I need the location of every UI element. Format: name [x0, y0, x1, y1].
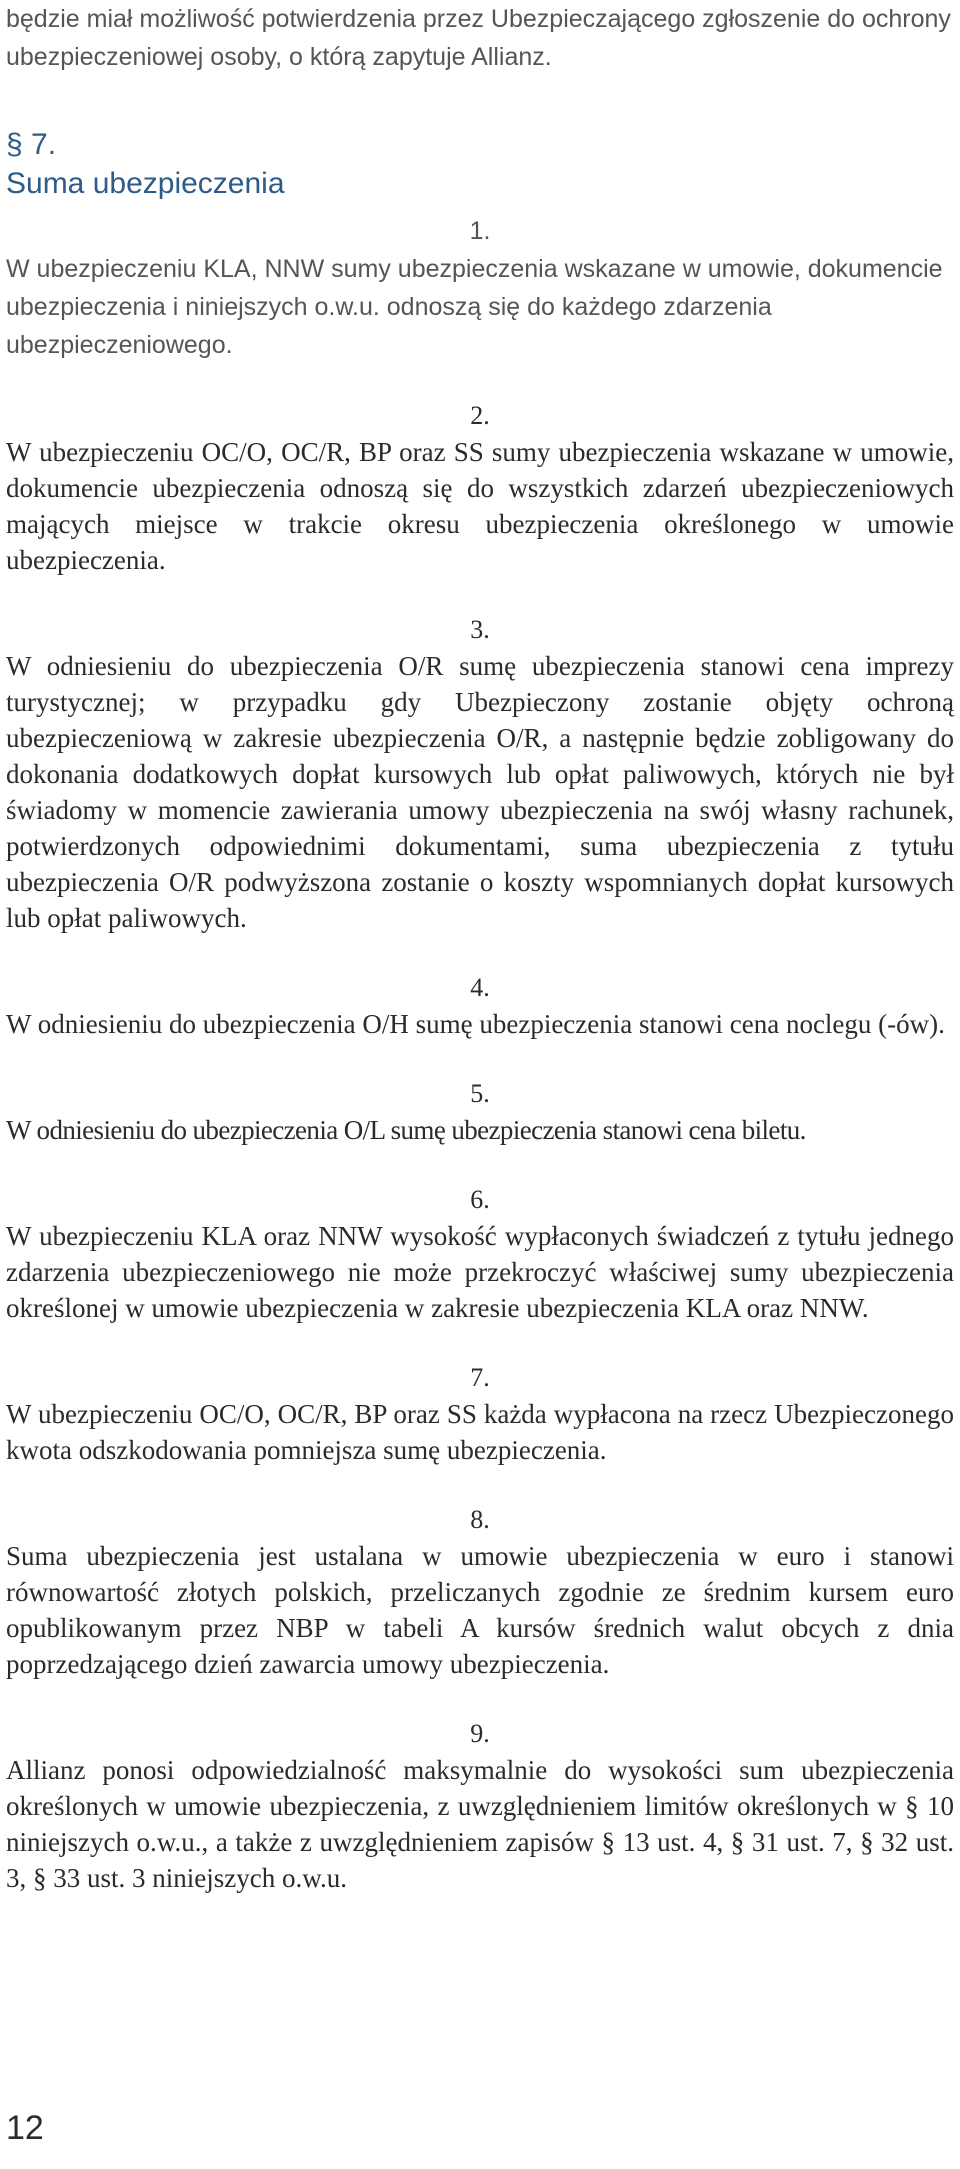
section-header: [6, 126, 954, 204]
paragraph-1: [6, 212, 954, 364]
section-number: § 7.: [6, 128, 57, 161]
paragraph-number: 5.: [470, 1079, 490, 1108]
paragraph-text: W ubezpieczeniu OC/O, OC/R, BP oraz SS każda wypłacona na rzecz Ubezpieczonego kwota odszkodowania pomniejsza sumę ubezpieczenia.: [6, 1399, 954, 1465]
paragraph-text: W ubezpieczeniu KLA, NNW sumy ubezpieczenia wskazane w umowie, dokumencie ubezpieczenia i niniejszych o.w.u. odnoszą się do każdego zdarzenia ubezpieczeniowego.: [6, 255, 943, 359]
section-title: Suma ubezpieczenia: [6, 167, 285, 200]
paragraph-5: [6, 1076, 954, 1148]
intro-paragraph: będzie miał możliwość potwierdzenia przez Ubezpieczającego zgłoszenie do ochrony ubezpieczeniowej osoby, o którą zapytuje Allianz.: [6, 5, 951, 71]
paragraph-7: [6, 1360, 954, 1468]
paragraph-text: W ubezpieczeniu OC/O, OC/R, BP oraz SS sumy ubezpieczenia wskazane w umowie, dokumencie ubezpieczenia odnoszą się do wszystkich zdarzeń ubezpieczeniowych mających miejsce w trakcie okresu ubezpieczenia określonego w umowie ubezpieczenia.: [6, 437, 954, 575]
paragraph-9: [6, 1716, 954, 1896]
paragraph-number: 6.: [470, 1185, 490, 1214]
paragraph-2: [6, 398, 954, 578]
paragraph-text: Suma ubezpieczenia jest ustalana w umowie ubezpieczenia w euro i stanowi równowartość złotych polskich, przeliczanych zgodnie ze średnim kursem euro opublikowanym przez NBP w tabeli A kursów średnich walut obcych z dnia poprzedzającego dzień zawarcia umowy ubezpieczenia.: [6, 1541, 954, 1679]
page-number: 12: [6, 2109, 44, 2147]
paragraph-3: [6, 612, 954, 936]
paragraph-number: 9.: [470, 1719, 490, 1748]
paragraph-number: 7.: [470, 1363, 490, 1392]
paragraph-number: 3.: [470, 615, 490, 644]
paragraph-number: 4.: [470, 973, 490, 1002]
paragraph-6: [6, 1182, 954, 1326]
paragraph-4: [6, 970, 954, 1042]
paragraph-text: W ubezpieczeniu KLA oraz NNW wysokość wypłaconych świadczeń z tytułu jednego zdarzenia ubezpieczeniowego nie może przekroczyć właściwej sumy ubezpieczenia określonej w umowie ubezpieczenia w zakresie ubezpieczenia KLA oraz NNW.: [6, 1221, 954, 1323]
paragraph-number: 1.: [469, 217, 491, 245]
paragraph-number: 8.: [470, 1505, 490, 1534]
paragraph-text: Allianz ponosi odpowiedzialność maksymalnie do wysokości sum ubezpieczenia określonych w umowie ubezpieczenia, z uwzględnieniem limitów określonych w § 10 niniejszych o.w.u., a także z uwzględnieniem zapisów § 13 ust. 4, § 31 ust. 7, § 32 ust. 3, § 33 ust. 3 niniejszych o.w.u.: [6, 1755, 954, 1893]
paragraph-8: [6, 1502, 954, 1682]
paragraph-text: W odniesieniu do ubezpieczenia O/L sumę ubezpieczenia stanowi cena biletu.: [6, 1115, 806, 1145]
paragraph-text: W odniesieniu do ubezpieczenia O/R sumę ubezpieczenia stanowi cena imprezy turystycznej; w przypadku gdy Ubezpieczony zostanie objęty ochroną ubezpieczeniową w zakresie ubezpieczenia O/R, a następnie będzie zobligowany do dokonania dodatkowych dopłat kursowych lub opłat paliwowych, których nie był świadomy w momencie zawierania umowy ubezpieczenia na swój własny rachunek, potwierdzonych odpowiednimi dokumentami, suma ubezpieczenia z tytułu ubezpieczenia O/R podwyższona zostanie o koszty wspomnianych dopłat kursowych lub opłat paliwowych.: [6, 651, 954, 933]
paragraph-text: W odniesieniu do ubezpieczenia O/H sumę ubezpieczenia stanowi cena noclegu (-ów).: [6, 1009, 945, 1039]
paragraph-number: 2.: [470, 401, 490, 430]
document-page: [6, 0, 954, 1896]
